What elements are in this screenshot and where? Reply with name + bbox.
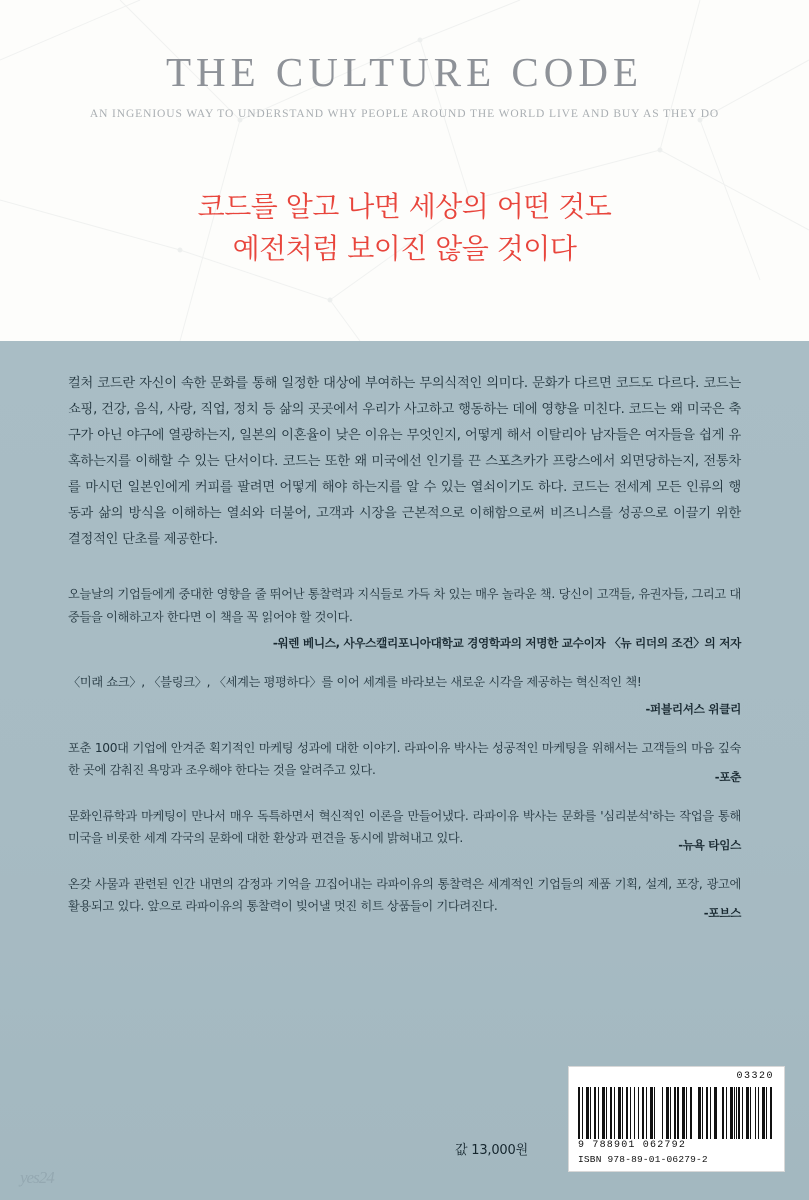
- barcode-top-number: 03320: [736, 1071, 774, 1082]
- blurb-item: [68, 737, 741, 787]
- blurb-text: 온갖 사물과 관련된 인간 내면의 감정과 기억을 끄집어내는 라파이유의 통찰력은 세계적인 기업들의 제품 기획, 설계, 포장, 광고에 활용되고 있다. 앞으로 라파이유의 통찰력이 빚어낼 멋진 히트 상품들이 기다려진다.: [68, 876, 741, 913]
- lead-paragraph: 컬처 코드란 자신이 속한 문화를 통해 일정한 대상에 부여하는 무의식적인 의미다. 문화가 다르면 코드도 다르다. 코드는 쇼핑, 건강, 음식, 사랑, 직업, 정치 등 삶의 곳곳에서 우리가 사고하고 행동하는 데에 영향을 미친다. 코드는 왜 미국은 축구가 아닌 야구에 열광하는지, 일본의 이혼율이 낮은 이유는 무엇인지, 어떻게 해서 이탈리아 남자들은 여자들을 쉽게 유혹하는지를 이해할 수 있는 단서이다. 코드는 또한 왜 미국에선 인기를 끈 스포츠카가 프랑스에서 외면당하는지, 전통차를 마시던 일본인에게 커피를 팔려면 어떻게 해야 하는지를 알 수 있는 열쇠이기도 하다. 코드는 전세계 모든 인류의 행동과 삶의 방식을 이해하는 열쇠와 더불어, 고객과 시장을 근본적으로 이해함으로써 비즈니스를 성공으로 이끌기 위한 결정적인 단초를 제공한다.: [68, 376, 741, 547]
- body-text-column: [68, 371, 741, 941]
- cover-body-panel: [0, 341, 809, 1200]
- cover-header-band: [0, 0, 809, 341]
- blurb-attribution: -포춘: [714, 769, 741, 784]
- blurb-attribution: -뉴욕 타임스: [678, 837, 741, 852]
- blurb-item: [68, 805, 741, 855]
- blurb-item: [68, 583, 741, 653]
- price-label: 값 13,000원: [455, 1143, 528, 1158]
- blurb-text: 문화인류학과 마케팅이 만나서 매우 독특하면서 혁신적인 이론을 만들어냈다. 라파이유 박사는 문화를 '심리분석'하는 작업을 통해 미국을 비롯한 세계 각국의 문화에 대한 환상과 편견을 동시에 밝혀내고 있다.: [68, 808, 741, 845]
- blurb-item: [68, 873, 741, 923]
- blurb-text: 오늘날의 기업들에게 중대한 영향을 줄 뛰어난 통찰력과 지식들로 가득 차 있는 매우 놀라운 책. 당신이 고객들, 유권자들, 그리고 대중들을 이해하고자 한다면 이 책을 꼭 읽어야 할 것이다.: [68, 587, 741, 624]
- barcode-bars-overlay: [578, 1087, 774, 1139]
- blurb-item: [68, 671, 741, 719]
- english-title: THE CULTURE CODE: [165, 49, 644, 95]
- barcode: [568, 1066, 785, 1172]
- barcode-isbn-number: ISBN 978-89-01-06279-2: [578, 1154, 708, 1165]
- blurb-attribution: -퍼블리셔스 위클리: [645, 701, 741, 716]
- korean-headline-line-1: 코드를 알고 나면 세상의 어떤 것도: [197, 190, 612, 223]
- barcode-ean-number: 9 788901 062792: [578, 1140, 687, 1151]
- blurb-text: 〈미래 쇼크〉, 〈블링크〉, 〈세계는 평평하다〉를 이어 세계를 바라보는 새로운 시각을 제공하는 혁신적인 책!: [68, 675, 642, 689]
- korean-headline-line-2: 예전처럼 보이진 않을 것이다: [232, 232, 577, 265]
- korean-headline: [0, 186, 809, 270]
- blurb-attribution: -포브스: [703, 905, 741, 920]
- english-subtitle: AN INGENIOUS WAY TO UNDERSTAND WHY PEOPLE AROUND THE WORLD LIVE AND BUY AS THEY DO: [89, 108, 720, 120]
- blurb-attribution: -워렌 베니스, 사우스캘리포니아대학교 경영학과의 저명한 교수이자 〈뉴 리더의 조건〉의 저자: [272, 636, 741, 650]
- blurb-text: 포춘 100대 기업에 안겨준 획기적인 마케팅 성과에 대한 이야기. 라파이유 박사는 성공적인 마케팅을 위해서는 고객들의 마음 깊숙한 곳에 감춰진 욕망과 조우해야 한다는 것을 알려주고 있다.: [68, 740, 741, 777]
- watermark: yes24: [20, 1168, 54, 1187]
